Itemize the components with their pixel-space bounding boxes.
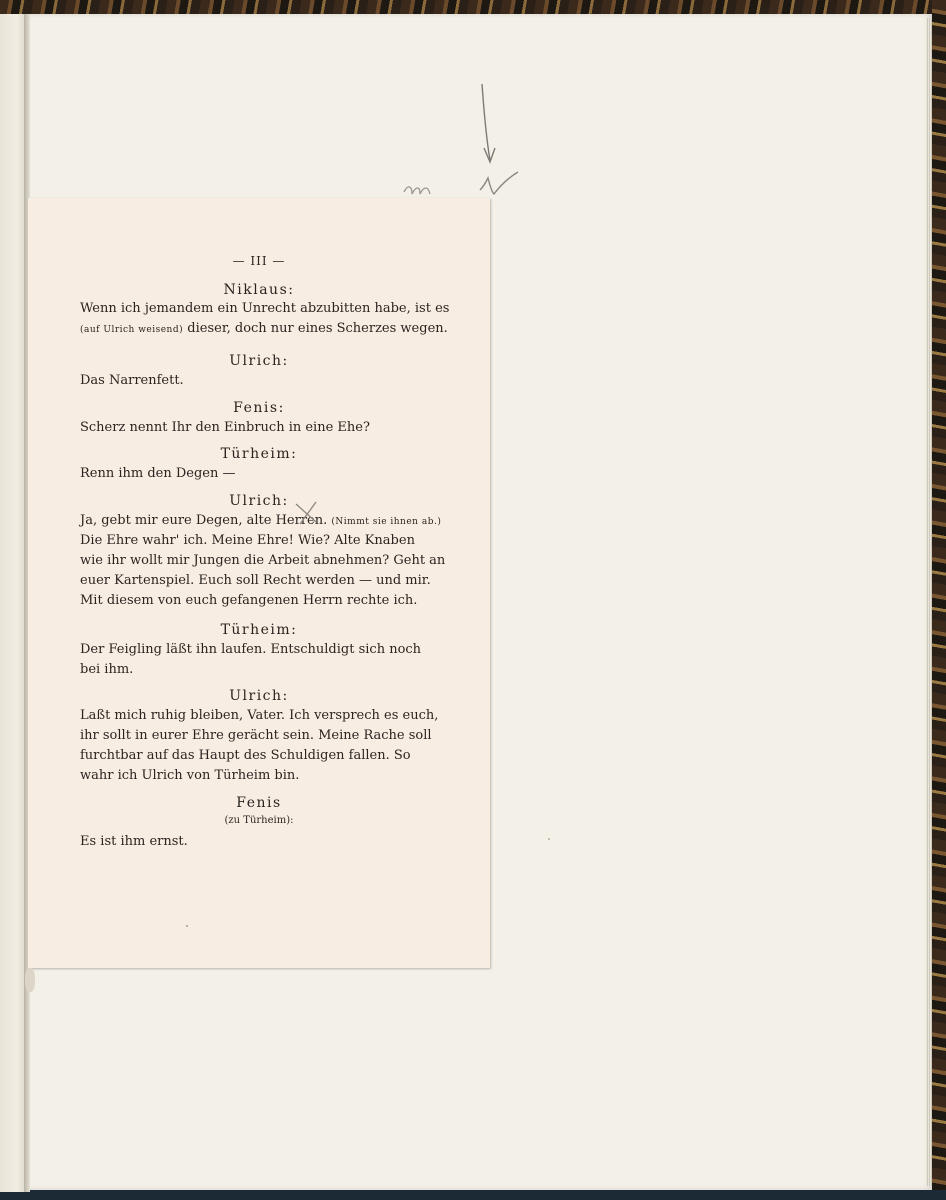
dialogue-line: euer Kartenspiel. Euch soll Recht werden — und mir. [80, 573, 431, 588]
speaker-name: Türheim: [220, 446, 298, 462]
dialogue-line: Renn ihm den Degen — [80, 466, 236, 481]
dialogue-line [80, 321, 448, 336]
paper-speck [548, 838, 550, 840]
paper-speck [25, 968, 35, 992]
paper-speck [186, 925, 188, 927]
pencil-x-mark [292, 500, 322, 526]
pasted-script-slip [28, 198, 490, 968]
speaker-name: Türheim: [220, 622, 298, 638]
dialogue-line: Das Narrenfett. [80, 373, 184, 388]
stage-direction: (auf Ulrich weisend) [80, 325, 184, 335]
page-number: — III — [232, 254, 286, 268]
dialogue-line: Es ist ihm ernst. [80, 834, 188, 849]
dialogue-line: bei ihm. [80, 662, 134, 677]
book-cover-bottom [0, 1190, 946, 1200]
page-stack-edge [926, 18, 932, 1186]
dialogue-line: Wenn ich jemandem ein Unrecht abzubitten habe, ist es [80, 301, 450, 316]
book-cover-right [932, 0, 946, 1200]
speaker-name: Fenis: [233, 400, 285, 416]
dialogue-line [80, 513, 442, 528]
dialogue-line: furchtbar auf das Haupt des Schuldigen fallen. So [80, 748, 411, 763]
dialogue-line: Laßt mich ruhig bleiben, Vater. Ich versprech es euch, [80, 708, 439, 723]
speaker-name: Ulrich: [229, 688, 289, 704]
speaker-name: Niklaus: [223, 282, 295, 298]
dialogue-line: Der Feigling läßt ihn laufen. Entschuldigt sich noch [80, 642, 422, 657]
dialogue-text: Ja, gebt mir eure Degen, alte Herren. [80, 513, 328, 528]
dialogue-line: Mit diesem von euch gefangenen Herrn rechte ich. [80, 593, 418, 608]
stage-direction: (zu Türheim): [224, 815, 294, 826]
speaker-name: Ulrich: [229, 353, 289, 369]
speaker-name: Ulrich: [229, 493, 289, 509]
dialogue-line: wahr ich Ulrich von Türheim bin. [80, 768, 300, 783]
stage-direction: (Nimmt sie ihnen ab.) [331, 517, 442, 527]
dialogue-line: Scherz nennt Ihr den Einbruch in eine Ehe? [80, 420, 370, 435]
pencil-arrow-mark [396, 82, 526, 202]
dialogue-line: ihr sollt in eurer Ehre gerächt sein. Meine Rache soll [80, 728, 432, 743]
dialogue-text: dieser, doch nur eines Scherzes wegen. [187, 321, 448, 336]
dialogue-line: wie ihr wollt mir Jungen die Arbeit abnehmen? Geht an [80, 553, 446, 568]
speaker-name: Fenis [236, 795, 282, 811]
dialogue-line: Die Ehre wahr' ich. Meine Ehre! Wie? Alte Knaben [80, 533, 415, 548]
